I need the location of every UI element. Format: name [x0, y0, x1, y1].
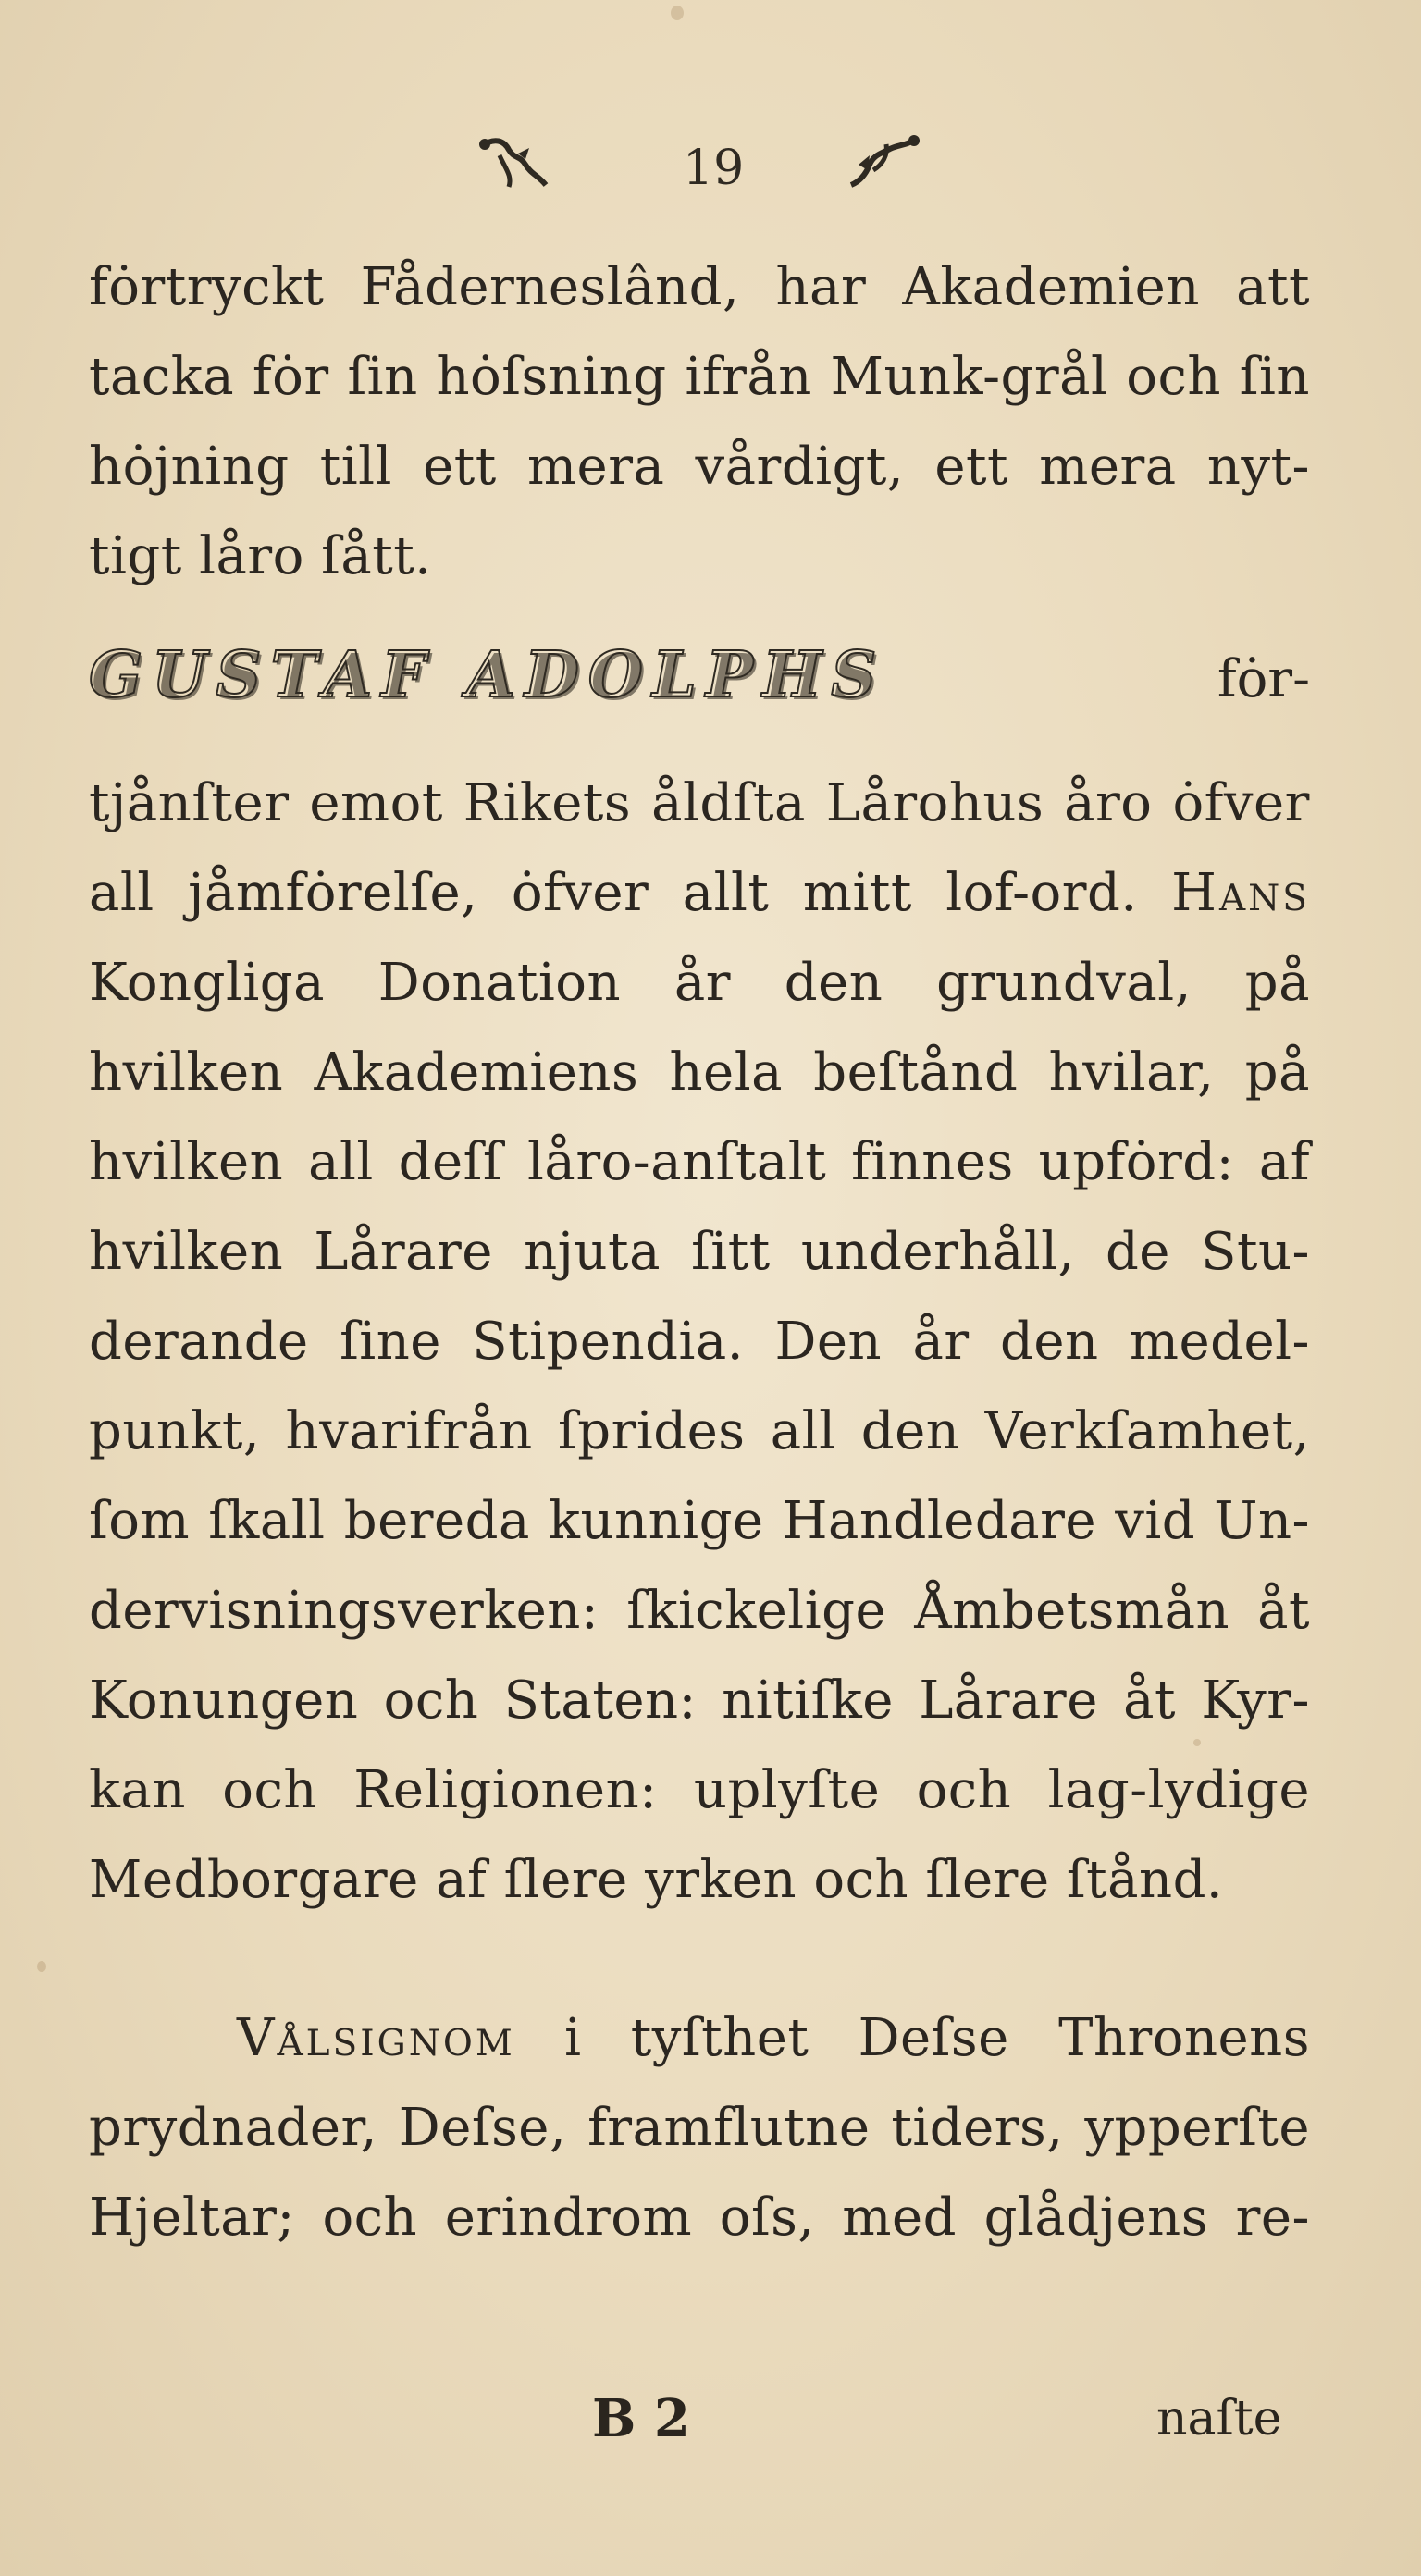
- word: med: [842, 2188, 957, 2248]
- word: ȯfver: [511, 863, 649, 923]
- word: glådjens: [983, 2188, 1208, 2248]
- paragraph-1: [89, 242, 1310, 601]
- word: Kyr-: [1201, 1670, 1310, 1731]
- word: i: [564, 2008, 582, 2068]
- word: Rikets: [463, 773, 632, 833]
- word: ſitt: [691, 1222, 771, 1282]
- word: ſlere: [925, 1850, 1050, 1910]
- word: hvarifrån: [285, 1401, 533, 1461]
- paragraph-2: [89, 638, 1310, 1925]
- word: tiders,: [891, 2098, 1064, 2158]
- word: ſom: [89, 1491, 191, 1551]
- word: underhåll,: [800, 1222, 1075, 1282]
- text-line: [89, 1745, 1310, 1835]
- word: mera: [1039, 437, 1177, 497]
- word: dervisningsverken:: [89, 1581, 599, 1641]
- word: och: [916, 1760, 1012, 1820]
- text-line: [89, 332, 1310, 422]
- text-line: [89, 1476, 1310, 1566]
- word: kunnige: [549, 1491, 764, 1551]
- word: Un-: [1214, 1491, 1310, 1551]
- word: och: [322, 2188, 418, 2248]
- text-line: [89, 938, 1310, 1028]
- word: deſſ: [398, 1132, 503, 1192]
- word: tigt: [89, 526, 182, 586]
- word: Den: [774, 1312, 883, 1372]
- word: på: [1244, 1042, 1310, 1103]
- word: Konungen: [89, 1670, 359, 1731]
- text-line: [89, 2173, 1310, 2262]
- word: Lårare: [314, 1222, 493, 1282]
- page-number: 19: [683, 141, 745, 196]
- word: emot: [309, 773, 443, 833]
- word: ſlere: [503, 1850, 628, 1910]
- word: beſtånd: [813, 1042, 1019, 1103]
- word: ſått.: [321, 526, 432, 586]
- word: kan: [89, 1760, 186, 1820]
- word: vid: [1115, 1491, 1196, 1551]
- word: all: [89, 863, 154, 923]
- word: åldſta: [651, 773, 806, 833]
- word: Stipendia.: [472, 1312, 745, 1372]
- word: Deſse,: [398, 2098, 567, 2158]
- text-line: [89, 242, 1310, 332]
- text-line: [89, 1207, 1310, 1297]
- word: Religionen:: [353, 1760, 658, 1820]
- text-line: [89, 848, 1310, 938]
- word: finnes: [851, 1132, 1014, 1192]
- word: Donation: [377, 953, 622, 1013]
- word: åt: [1123, 1670, 1177, 1731]
- word: den: [999, 1312, 1099, 1372]
- word: och: [383, 1670, 479, 1731]
- word: Lårohus: [825, 773, 1044, 833]
- word: fȯrtryckt: [89, 257, 325, 317]
- word: och: [1126, 347, 1221, 407]
- text-line: [89, 2083, 1310, 2173]
- word: åro: [1064, 773, 1153, 833]
- text-line: [89, 1656, 1310, 1745]
- word: låro: [199, 526, 304, 586]
- word: Akademiens: [314, 1042, 639, 1103]
- word: vårdigt,: [695, 437, 905, 497]
- word: lof-ord.: [945, 863, 1138, 923]
- word: och: [813, 1850, 909, 1910]
- word: hvilken: [89, 1222, 284, 1282]
- word: åt: [1257, 1581, 1310, 1641]
- word: Munk-grål: [830, 347, 1108, 407]
- word: hvilken: [89, 1132, 284, 1192]
- paper-stain: [671, 6, 684, 20]
- word: Stu-: [1201, 1222, 1310, 1282]
- word: af: [436, 1850, 488, 1910]
- text-line: [89, 1835, 1310, 1925]
- word: ett: [934, 437, 1009, 497]
- word: den: [860, 1401, 960, 1461]
- word: ȯfver: [1172, 773, 1310, 833]
- word: hȯjning: [89, 437, 290, 497]
- text-line: [89, 1028, 1310, 1117]
- word: allt: [682, 863, 770, 923]
- word: ſkall: [208, 1491, 326, 1551]
- word: Handledare: [782, 1491, 1097, 1551]
- word: Fåderneslând,: [360, 257, 740, 317]
- gustaf-adolphs-heading: GUSTAF ADOLPHS: [89, 638, 886, 712]
- word: ſin: [347, 347, 418, 407]
- word: njuta: [524, 1222, 661, 1282]
- word: erindrom: [444, 2188, 693, 2248]
- word: har: [775, 257, 867, 317]
- word: nitiſke: [722, 1670, 894, 1731]
- word: re-: [1235, 2188, 1310, 2248]
- catchword: naſte: [1156, 2391, 1282, 2447]
- word: på: [1244, 953, 1310, 1013]
- word: grundval,: [936, 953, 1192, 1013]
- paragraph-gap: [89, 1925, 1310, 1993]
- text-line: [89, 1297, 1310, 1387]
- word: prydnader,: [89, 2098, 377, 2158]
- word: låro-anſtalt: [527, 1132, 827, 1192]
- text-line: [89, 1117, 1310, 1207]
- page-header: [0, 109, 1421, 220]
- word: jåmfȯrelſe,: [188, 863, 478, 923]
- word: ſkickelige: [626, 1581, 887, 1641]
- word: framflutne: [587, 2098, 871, 2158]
- text-line: [89, 1993, 1310, 2083]
- word: de: [1105, 1222, 1170, 1282]
- word: af: [1258, 1132, 1310, 1192]
- word: Hjeltar;: [89, 2188, 295, 2248]
- word: tyſthet: [630, 2008, 809, 2068]
- word: medel-: [1129, 1312, 1310, 1372]
- word: punkt,: [89, 1401, 261, 1461]
- word: all: [308, 1132, 374, 1192]
- text-line: [89, 758, 1310, 848]
- paper-stain: [37, 1961, 46, 1972]
- word: Staten:: [503, 1670, 697, 1731]
- word: Akademien: [902, 257, 1200, 317]
- word: ett: [423, 437, 497, 497]
- word: derande: [89, 1312, 309, 1372]
- word: fȯr: [252, 347, 329, 407]
- word: Hans: [1171, 863, 1310, 923]
- word: hȯſsning: [436, 347, 667, 407]
- word: ypperſte: [1084, 2098, 1310, 2158]
- word: hvilken: [89, 1042, 284, 1103]
- fleuron-left-icon: [472, 128, 555, 202]
- word: den: [784, 953, 883, 1013]
- word: uplyſte: [693, 1760, 881, 1820]
- word: oſs,: [719, 2188, 815, 2248]
- body-text: [89, 242, 1310, 2262]
- word: och: [222, 1760, 317, 1820]
- word: mitt: [802, 863, 912, 923]
- word: all: [770, 1401, 836, 1461]
- text-line: [89, 1387, 1310, 1476]
- word: tacka: [89, 347, 235, 407]
- word: Deſse: [858, 2008, 1009, 2068]
- fleuron-right-icon: [842, 128, 925, 202]
- word: år: [673, 953, 731, 1013]
- word: ſine: [340, 1312, 441, 1372]
- word: yrken: [645, 1850, 797, 1910]
- word: lag-lydige: [1047, 1760, 1310, 1820]
- heading-line: [89, 638, 1310, 758]
- signature-mark: B 2: [592, 2388, 690, 2449]
- text-line: [89, 1566, 1310, 1656]
- word: nyt-: [1206, 437, 1310, 497]
- word: Kongliga: [89, 953, 326, 1013]
- word: ifrån: [685, 347, 812, 407]
- word: Verkſamhet,: [984, 1401, 1310, 1461]
- word: hvilar,: [1048, 1042, 1215, 1103]
- word: Medborgare: [89, 1850, 419, 1910]
- word: år: [912, 1312, 970, 1372]
- word: ſin: [1239, 347, 1310, 407]
- word: bereda: [343, 1491, 530, 1551]
- text-line: [89, 422, 1310, 512]
- word: fȯr-: [1217, 649, 1310, 709]
- text-line: [89, 512, 1310, 601]
- word: Vålsignom: [237, 2008, 515, 2068]
- word: till: [319, 437, 392, 497]
- word: tjånſter: [89, 773, 290, 833]
- word: Åmbetsmån: [914, 1581, 1230, 1641]
- word: att: [1236, 257, 1310, 317]
- paragraph-3: [89, 1993, 1310, 2262]
- word: ſprides: [558, 1401, 746, 1461]
- word: upfȯrd:: [1038, 1132, 1234, 1192]
- word: Thronens: [1058, 2008, 1310, 2068]
- word: ſtånd.: [1066, 1850, 1224, 1910]
- word: hela: [669, 1042, 783, 1103]
- word: Lårare: [919, 1670, 1098, 1731]
- word: mera: [526, 437, 665, 497]
